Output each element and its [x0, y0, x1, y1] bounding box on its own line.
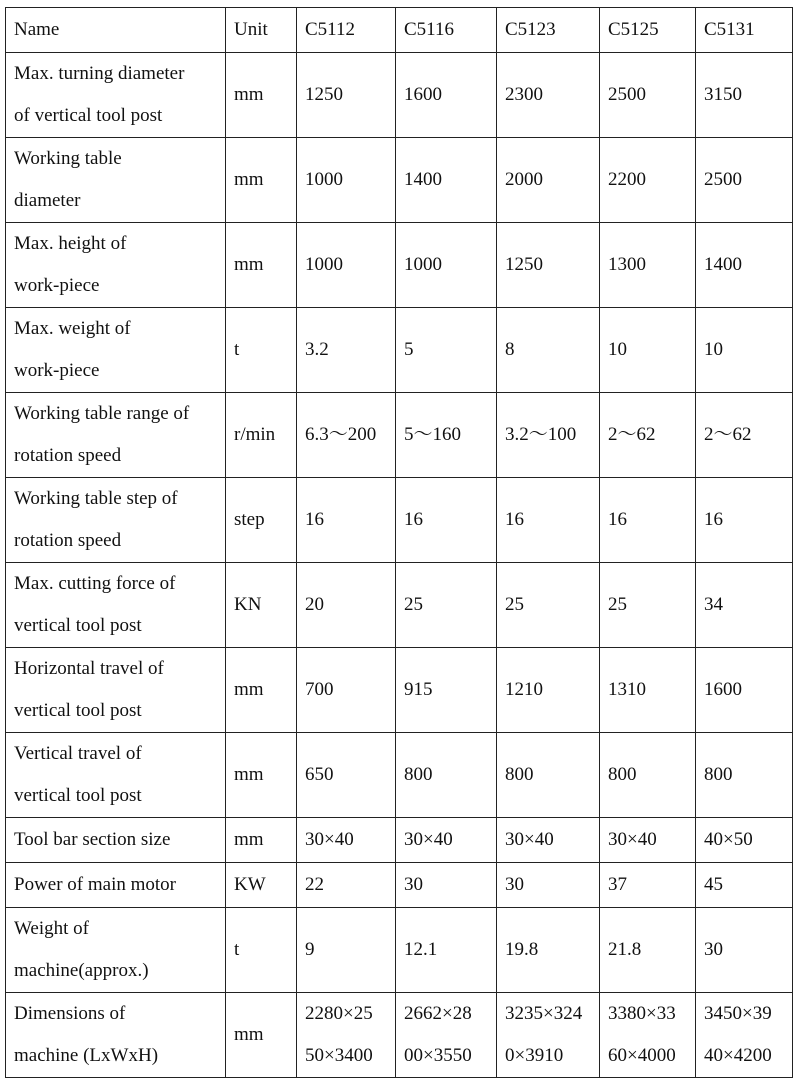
row-value-line: 3235×324	[505, 1003, 583, 1024]
row-unit: r/min	[226, 393, 297, 478]
row-value: 1000	[396, 223, 497, 308]
row-value: 37	[600, 863, 696, 908]
row-value-line: 40×4200	[704, 1045, 772, 1066]
row-value: 16	[396, 478, 497, 563]
row-name	[6, 993, 226, 1078]
row-name	[6, 818, 226, 863]
row-value: 25	[497, 563, 600, 648]
row-name-line: vertical tool post	[14, 615, 142, 636]
row-name	[6, 563, 226, 648]
row-value: 30×40	[497, 818, 600, 863]
row-value: 30	[396, 863, 497, 908]
row-name-line: work-piece	[14, 360, 100, 381]
row-value-line: 60×4000	[608, 1045, 676, 1066]
header-model: C5131	[696, 8, 793, 53]
row-value: 25	[600, 563, 696, 648]
row-unit: step	[226, 478, 297, 563]
row-name-line: of vertical tool post	[14, 105, 163, 126]
row-name	[6, 393, 226, 478]
row-value: 2000	[497, 138, 600, 223]
row-name-line: work-piece	[14, 275, 100, 296]
row-value-line: 3380×33	[608, 1003, 676, 1024]
header-model: C5125	[600, 8, 696, 53]
row-name	[6, 733, 226, 818]
row-value: 5～160	[396, 393, 497, 478]
row-value	[396, 993, 497, 1078]
row-value: 30	[696, 908, 793, 993]
row-value: 16	[297, 478, 396, 563]
row-value: 2200	[600, 138, 696, 223]
row-value: 30	[497, 863, 600, 908]
row-value: 650	[297, 733, 396, 818]
row-value: 1000	[297, 138, 396, 223]
row-name-line: Max. cutting force of	[14, 573, 176, 594]
row-name-line: Horizontal travel of	[14, 658, 164, 679]
row-value	[497, 993, 600, 1078]
row-value	[696, 993, 793, 1078]
row-value: 800	[600, 733, 696, 818]
header-unit: Unit	[226, 8, 297, 53]
row-value: 20	[297, 563, 396, 648]
row-name	[6, 908, 226, 993]
row-value: 700	[297, 648, 396, 733]
row-value: 12.1	[396, 908, 497, 993]
spec-row	[6, 908, 793, 993]
row-value: 22	[297, 863, 396, 908]
row-value: 1210	[497, 648, 600, 733]
row-name-line: Working table step of	[14, 488, 178, 509]
row-unit: mm	[226, 53, 297, 138]
row-name	[6, 648, 226, 733]
row-value: 1600	[396, 53, 497, 138]
row-value: 21.8	[600, 908, 696, 993]
row-name-line: rotation speed	[14, 530, 122, 551]
row-name-line: diameter	[14, 190, 81, 211]
row-value: 1400	[396, 138, 497, 223]
row-value: 3.2～100	[497, 393, 600, 478]
row-name	[6, 308, 226, 393]
row-value-line: 00×3550	[404, 1045, 472, 1066]
row-unit: t	[226, 908, 297, 993]
row-unit: mm	[226, 138, 297, 223]
row-unit: t	[226, 308, 297, 393]
row-value: 800	[696, 733, 793, 818]
row-value: 1300	[600, 223, 696, 308]
row-value: 1250	[497, 223, 600, 308]
row-value: 25	[396, 563, 497, 648]
row-value	[600, 993, 696, 1078]
row-value: 2500	[600, 53, 696, 138]
row-value-line: 3450×39	[704, 1003, 772, 1024]
spec-row	[6, 223, 793, 308]
row-name-line: Power of main motor	[14, 874, 177, 895]
row-name-line: machine (LxWxH)	[14, 1045, 159, 1066]
row-name-line: Max. weight of	[14, 318, 131, 339]
row-name-line: vertical tool post	[14, 785, 142, 806]
row-unit: KW	[226, 863, 297, 908]
spec-row	[6, 818, 793, 863]
row-name-line: Weight of	[14, 918, 89, 939]
spec-row	[6, 648, 793, 733]
row-value: 8	[497, 308, 600, 393]
row-unit: mm	[226, 733, 297, 818]
spec-row	[6, 863, 793, 908]
row-unit: KN	[226, 563, 297, 648]
row-name	[6, 478, 226, 563]
row-value: 1600	[696, 648, 793, 733]
row-name	[6, 53, 226, 138]
row-value: 2500	[696, 138, 793, 223]
row-name-line: Max. height of	[14, 233, 127, 254]
row-value: 800	[497, 733, 600, 818]
header-name: Name	[6, 8, 226, 53]
header-model: C5123	[497, 8, 600, 53]
row-value: 34	[696, 563, 793, 648]
row-name-line: Max. turning diameter	[14, 63, 185, 84]
row-value: 9	[297, 908, 396, 993]
row-value: 30×40	[297, 818, 396, 863]
spec-row	[6, 138, 793, 223]
row-value: 16	[497, 478, 600, 563]
row-unit: mm	[226, 818, 297, 863]
row-name-line: machine(approx.)	[14, 960, 149, 981]
row-value: 30×40	[600, 818, 696, 863]
row-value: 1400	[696, 223, 793, 308]
row-name	[6, 138, 226, 223]
spec-row	[6, 478, 793, 563]
row-value: 1310	[600, 648, 696, 733]
row-name-line: Tool bar section size	[14, 829, 171, 850]
row-value: 1000	[297, 223, 396, 308]
row-value: 915	[396, 648, 497, 733]
row-name-line: Working table	[14, 148, 122, 169]
row-value	[297, 993, 396, 1078]
spec-row	[6, 733, 793, 818]
row-value-line: 2280×25	[305, 1003, 373, 1024]
spec-row	[6, 53, 793, 138]
row-name-line: rotation speed	[14, 445, 122, 466]
header-model: C5116	[396, 8, 497, 53]
row-value: 16	[696, 478, 793, 563]
row-name-line: vertical tool post	[14, 700, 142, 721]
row-name-line: Vertical travel of	[14, 743, 142, 764]
row-name	[6, 863, 226, 908]
header-row	[6, 8, 793, 53]
row-name-line: Dimensions of	[14, 1003, 126, 1024]
row-value: 30×40	[396, 818, 497, 863]
row-value-line: 50×3400	[305, 1045, 373, 1066]
row-value: 6.3～200	[297, 393, 396, 478]
row-value: 19.8	[497, 908, 600, 993]
row-value: 2～62	[696, 393, 793, 478]
spec-table	[5, 7, 793, 1078]
row-value: 2300	[497, 53, 600, 138]
header-model: C5112	[297, 8, 396, 53]
spec-row	[6, 993, 793, 1078]
spec-row	[6, 308, 793, 393]
row-value: 10	[696, 308, 793, 393]
row-value: 5	[396, 308, 497, 393]
row-unit: mm	[226, 993, 297, 1078]
row-value: 2～62	[600, 393, 696, 478]
row-name-line: Working table range of	[14, 403, 190, 424]
row-value: 3.2	[297, 308, 396, 393]
spec-row	[6, 563, 793, 648]
row-unit: mm	[226, 648, 297, 733]
spec-row	[6, 393, 793, 478]
row-value: 1250	[297, 53, 396, 138]
row-value-line: 0×3910	[505, 1045, 564, 1066]
row-value: 40×50	[696, 818, 793, 863]
row-value: 45	[696, 863, 793, 908]
row-value: 3150	[696, 53, 793, 138]
row-value: 800	[396, 733, 497, 818]
row-unit: mm	[226, 223, 297, 308]
row-value: 10	[600, 308, 696, 393]
row-value-line: 2662×28	[404, 1003, 472, 1024]
row-name	[6, 223, 226, 308]
row-value: 16	[600, 478, 696, 563]
